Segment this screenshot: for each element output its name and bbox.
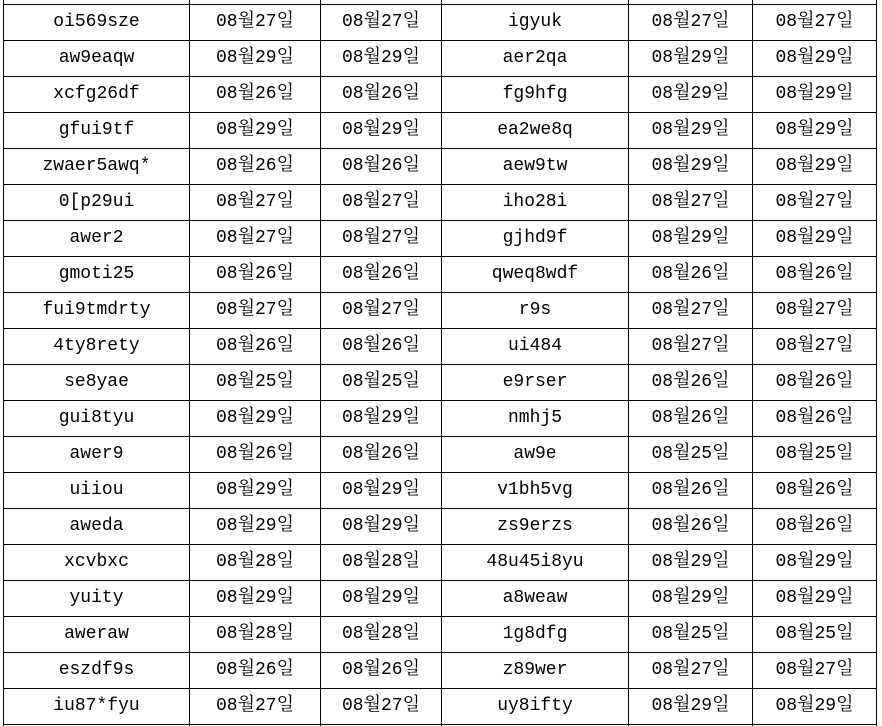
cell-account-id: eszdf9s [4, 653, 190, 689]
cell-date: 08월26일 [190, 77, 321, 113]
cell-date: 08월29일 [629, 545, 753, 581]
cell-account-id: awer9 [4, 437, 190, 473]
table-row [4, 401, 877, 437]
table-row [4, 689, 877, 725]
table-row [4, 365, 877, 401]
cell-account-id: gfui9tf [4, 113, 190, 149]
cell-account-id: nmhj5 [442, 401, 629, 437]
cell-account-id: xcvbxc [4, 545, 190, 581]
cell-account-id: aew9tw [442, 149, 629, 185]
cell-account-id: oi569sze [4, 5, 190, 41]
table-row [4, 545, 877, 581]
cell-account-id: z89wer [442, 653, 629, 689]
cell-date: 08월26일 [190, 329, 321, 365]
cell-date: 08월29일 [753, 581, 877, 617]
table-row [4, 653, 877, 689]
cell-date: 08월25일 [753, 617, 877, 653]
cell-account-id: zs9erzs [442, 509, 629, 545]
table-row [4, 77, 877, 113]
cell-date: 08월29일 [629, 41, 753, 77]
cell-account-id: gjhd9f [442, 221, 629, 257]
cell-account-id: fg9hfg [442, 77, 629, 113]
table-row [4, 473, 877, 509]
cell-date: 08월29일 [321, 581, 442, 617]
table-row [4, 5, 877, 41]
cell-date: 08월27일 [321, 689, 442, 725]
table-row [4, 617, 877, 653]
cell-date: 08월29일 [190, 473, 321, 509]
cell-date: 08월29일 [753, 41, 877, 77]
cell-account-id: se8yae [4, 365, 190, 401]
cell-date: 08월26일 [629, 401, 753, 437]
cell-date: 08월26일 [629, 365, 753, 401]
cell-date: 08월26일 [753, 473, 877, 509]
cell-date: 08월28일 [190, 545, 321, 581]
cell-account-id: 48u45i8yu [442, 545, 629, 581]
cell-account-id: fui9tmdrty [4, 293, 190, 329]
cell-account-id: gui8tyu [4, 401, 190, 437]
cell-date: 08월29일 [190, 113, 321, 149]
table-row [4, 221, 877, 257]
cell-date: 08월29일 [321, 41, 442, 77]
cell-date: 08월29일 [629, 77, 753, 113]
cell-date: 08월27일 [190, 689, 321, 725]
cell-date: 08월27일 [753, 185, 877, 221]
data-table [3, 0, 877, 726]
cell-date: 08월29일 [629, 581, 753, 617]
cell-date: 08월29일 [190, 509, 321, 545]
cell-date: 08월26일 [190, 149, 321, 185]
cell-date: 08월27일 [629, 293, 753, 329]
cell-account-id: v1bh5vg [442, 473, 629, 509]
cell-date: 08월26일 [753, 401, 877, 437]
cell-date: 08월25일 [190, 365, 321, 401]
cell-account-id: aer2qa [442, 41, 629, 77]
cell-account-id: aw9eaqw [4, 41, 190, 77]
table-row [4, 257, 877, 293]
cell-date: 08월26일 [321, 77, 442, 113]
cell-date: 08월27일 [321, 5, 442, 41]
table-row [4, 509, 877, 545]
cell-date: 08월28일 [321, 617, 442, 653]
table-row [4, 113, 877, 149]
cell-date: 08월26일 [321, 437, 442, 473]
cell-date: 08월27일 [321, 185, 442, 221]
cell-date: 08월26일 [753, 509, 877, 545]
cell-date: 08월27일 [321, 221, 442, 257]
cell-account-id: ui484 [442, 329, 629, 365]
cell-date: 08월29일 [629, 689, 753, 725]
table-row [4, 41, 877, 77]
cell-account-id: uy8ifty [442, 689, 629, 725]
table-row [4, 293, 877, 329]
cell-date: 08월27일 [190, 185, 321, 221]
cell-date: 08월29일 [321, 473, 442, 509]
cell-account-id: ea2we8q [442, 113, 629, 149]
cell-date: 08월27일 [190, 5, 321, 41]
cell-account-id: uiiou [4, 473, 190, 509]
cell-date: 08월29일 [190, 401, 321, 437]
cell-date: 08월29일 [753, 149, 877, 185]
cell-date: 08월27일 [629, 185, 753, 221]
cell-date: 08월26일 [629, 257, 753, 293]
cell-date: 08월29일 [753, 113, 877, 149]
cell-date: 08월27일 [629, 329, 753, 365]
cell-date: 08월26일 [321, 329, 442, 365]
cell-date: 08월26일 [753, 257, 877, 293]
cell-account-id: aweraw [4, 617, 190, 653]
cell-account-id: 4ty8rety [4, 329, 190, 365]
cell-account-id: igyuk [442, 5, 629, 41]
cell-date: 08월29일 [629, 113, 753, 149]
cell-date: 08월27일 [753, 5, 877, 41]
cell-date: 08월26일 [753, 365, 877, 401]
cell-account-id: e9rser [442, 365, 629, 401]
cell-date: 08월27일 [753, 293, 877, 329]
cell-account-id: aw9e [442, 437, 629, 473]
cell-date: 08월29일 [753, 689, 877, 725]
table-row [4, 437, 877, 473]
cell-date: 08월27일 [190, 221, 321, 257]
cell-account-id: xcfg26df [4, 77, 190, 113]
cell-date: 08월26일 [629, 473, 753, 509]
cell-date: 08월26일 [629, 509, 753, 545]
cell-account-id: awer2 [4, 221, 190, 257]
cell-date: 08월27일 [190, 293, 321, 329]
cell-date: 08월27일 [629, 653, 753, 689]
cell-date: 08월25일 [629, 437, 753, 473]
cell-account-id: a8weaw [442, 581, 629, 617]
cell-date: 08월29일 [321, 113, 442, 149]
cell-account-id: 0[p29ui [4, 185, 190, 221]
cell-account-id: aweda [4, 509, 190, 545]
table-row [4, 329, 877, 365]
cell-account-id: iho28i [442, 185, 629, 221]
cell-date: 08월26일 [321, 149, 442, 185]
cell-date: 08월25일 [629, 617, 753, 653]
table-row [4, 149, 877, 185]
cell-date: 08월26일 [190, 257, 321, 293]
cell-date: 08월26일 [321, 257, 442, 293]
table-row [4, 581, 877, 617]
cell-date: 08월27일 [753, 653, 877, 689]
cell-date: 08월29일 [753, 221, 877, 257]
cell-date: 08월29일 [753, 77, 877, 113]
cell-date: 08월29일 [190, 581, 321, 617]
cell-date: 08월29일 [629, 149, 753, 185]
cell-account-id: iu87*fyu [4, 689, 190, 725]
cell-date: 08월27일 [629, 5, 753, 41]
cell-date: 08월28일 [190, 617, 321, 653]
cell-date: 08월29일 [629, 221, 753, 257]
table-row [4, 185, 877, 221]
cell-date: 08월29일 [190, 41, 321, 77]
cell-account-id: r9s [442, 293, 629, 329]
cell-date: 08월25일 [753, 437, 877, 473]
cell-date: 08월29일 [321, 401, 442, 437]
cell-account-id: yuity [4, 581, 190, 617]
cell-date: 08월29일 [321, 509, 442, 545]
cell-date: 08월26일 [321, 653, 442, 689]
cell-account-id: qweq8wdf [442, 257, 629, 293]
cell-date: 08월29일 [753, 545, 877, 581]
cell-account-id: zwaer5awq* [4, 149, 190, 185]
cell-account-id: gmoti25 [4, 257, 190, 293]
cell-account-id: 1g8dfg [442, 617, 629, 653]
cell-date: 08월27일 [753, 329, 877, 365]
cell-date: 08월25일 [321, 365, 442, 401]
cell-date: 08월28일 [321, 545, 442, 581]
cell-date: 08월26일 [190, 437, 321, 473]
cell-date: 08월26일 [190, 653, 321, 689]
cell-date: 08월27일 [321, 293, 442, 329]
